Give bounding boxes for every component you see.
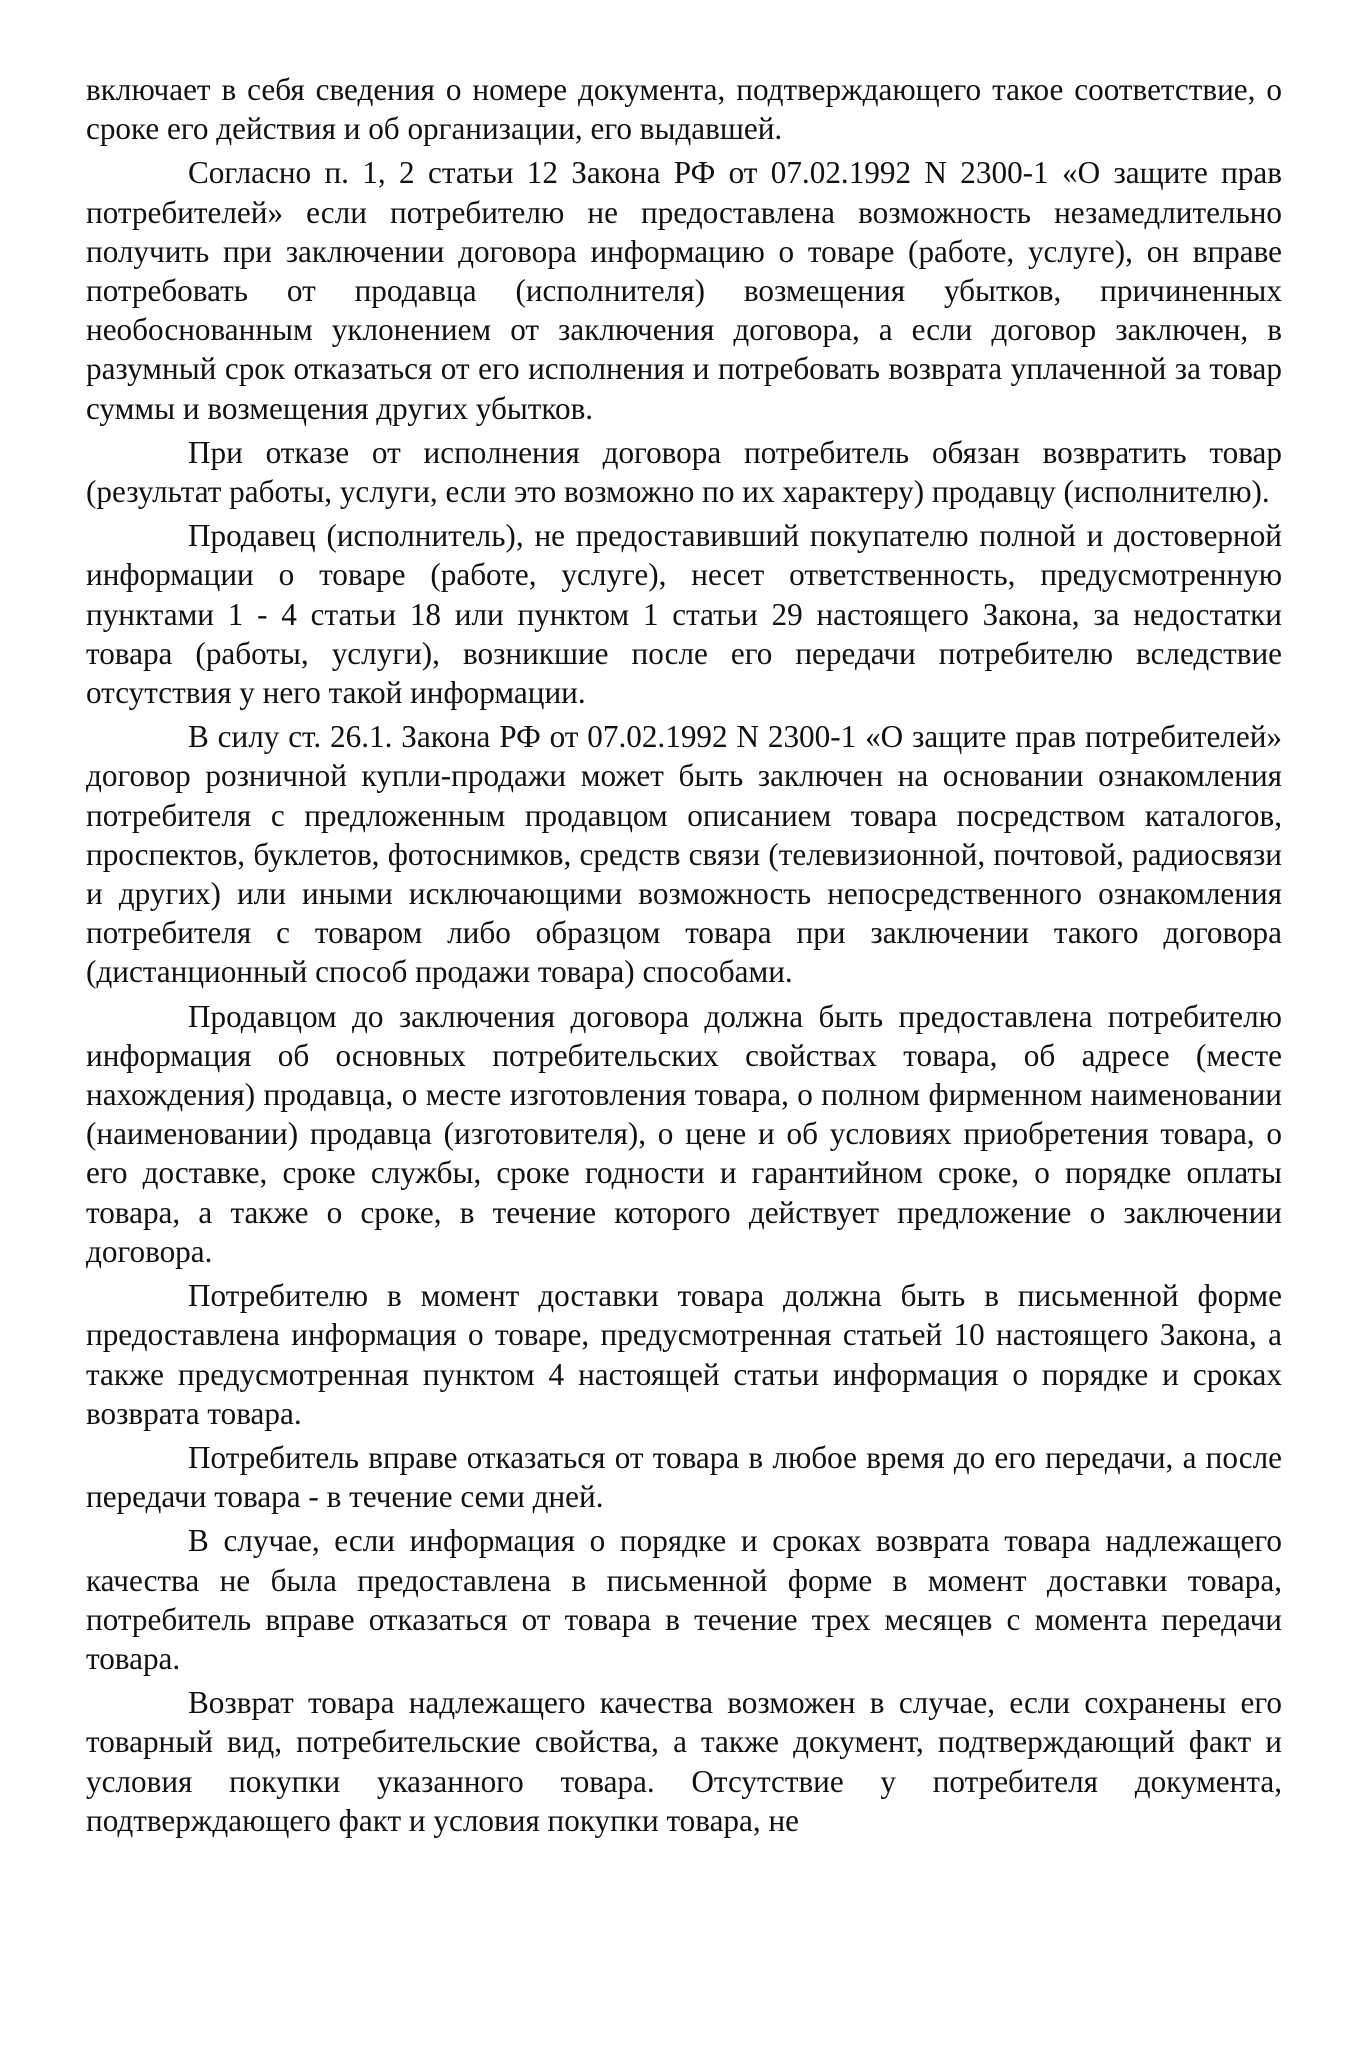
paragraph-refusal-seven-days: Потребитель вправе отказаться от товара в любое время до его передачи, а после передачи товара - в течение семи дней. — [86, 1439, 1282, 1515]
paragraph-continuation: включает в себя сведения о номере документа, подтверждающего такое соответствие, о сроке его действия и об организации, его выдавшей. — [86, 72, 1282, 147]
document-body — [86, 70, 1282, 1840]
paragraph-delivery-information: Потребителю в момент доставки товара должна быть в письменной форме предоставлена информация о товаре, предусмотренная статьей 10 настоящего Закона, а также предусмотренная пунктом 4 настоящей статьи информация о порядке и сроках возврата товара. — [86, 1278, 1282, 1431]
paragraph-quality-return: Возврат товара надлежащего качества возможен в случае, если сохранены его товарный вид, потребительские свойства, а также документ, подтверждающий факт и условия покупки указанного товара. Отсутствие у потребителя документа, подтверждающего факт и условия покупки товара, не — [86, 1685, 1282, 1838]
paragraph-seller-information: Продавцом до заключения договора должна быть предоставлена потребителю информация об основных потребительских свойствах товара, об адресе (месте нахождения) продавца, о месте изготовления товара, о полном фирменном наименовании (наименовании) продавца (изготовителя), о цене и об условиях приобретения товара, о его доставке, сроке службы, сроке годности и гарантийном сроке, о порядке оплаты товара, а также о сроке, в течение которого действует предложение о заключении договора. — [86, 998, 1282, 1269]
paragraph-refusal-three-months: В случае, если информация о порядке и сроках возврата товара надлежащего качества не была предоставлена в письменной форме в момент доставки товара, потребитель вправе отказаться от товара в течение трех месяцев с момента передачи товара. — [86, 1523, 1282, 1676]
paragraph-seller-liability: Продавец (исполнитель), не предоставивший покупателю полной и достоверной информации о товаре (работе, услуге), несет ответственность, предусмотренную пунктами 1 - 4 статьи 18 или пунктом 1 статьи 29 настоящего Закона, за недостатки товара (работы, услуги), возникшие после его передачи потребителю вследствие отсутствия у него такой информации. — [86, 518, 1282, 711]
paragraph-refusal-return: При отказе от исполнения договора потребитель обязан возвратить товар (результат работы, услуги, если это возможно по их характеру) продавцу (исполнителю). — [86, 434, 1282, 510]
paragraph-article-26-1: В силу ст. 26.1. Закона РФ от 07.02.1992 N 2300-1 «О защите прав потребителей» договор розничной купли-продажи может быть заключен на основании ознакомления потребителя с предложенным продавцом описанием товара посредством каталогов, проспектов, буклетов, фотоснимков, средств связи (телевизионной, почтовой, радиосвязи и других) или иными исключающими возможность непосредственного ознакомления потребителя с товаром либо образцом товара при заключении такого договора (дистанционный способ продажи товара) способами. — [86, 719, 1282, 990]
paragraph-article-12: Согласно п. 1, 2 статьи 12 Закона РФ от 07.02.1992 N 2300-1 «О защите прав потребителей» если потребителю не предоставлена возможность незамедлительно получить при заключении договора информацию о товаре (работе, услуге), он вправе потребовать от продавца (исполнителя) возмещения убытков, причиненных необоснованным уклонением от заключения договора, а если договор заключен, в разумный срок отказаться от его исполнения и потребовать возврата уплаченной за товар суммы и возмещения других убытков. — [86, 155, 1282, 426]
